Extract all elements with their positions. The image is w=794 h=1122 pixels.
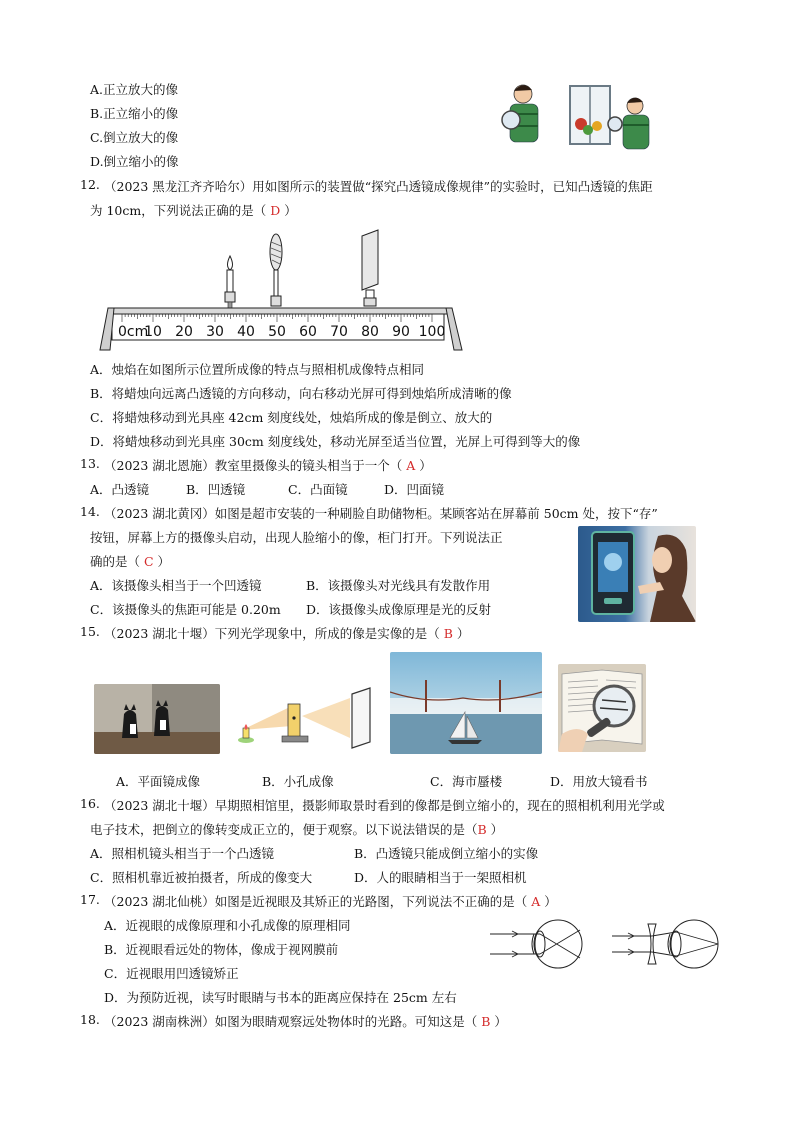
q12-stem-line2-pre: 为 10cm，下列说法正确的是（ xyxy=(90,203,271,218)
q14-answer: C xyxy=(143,554,154,569)
q14-stem-line3-post: ） xyxy=(153,554,171,569)
q13-stem-pre: （2023 湖北恩施）教室里摄像头的镜头相当于一个（ xyxy=(104,458,407,473)
q15-stem xyxy=(104,624,469,642)
myopia-eye-diagram xyxy=(490,918,600,970)
convex-lens-icon xyxy=(270,234,282,306)
ruler-tick-label: 30 xyxy=(206,324,224,340)
q13-option-d: D．凹面镜 xyxy=(384,482,445,497)
q12-stem-line2-post: ） xyxy=(280,203,297,218)
q15-option-c: C．海市蜃楼 xyxy=(430,774,503,789)
ruler-tick-label: 0cm xyxy=(118,324,149,340)
q16-option-b: B．凸透镜只能成倒立缩小的实像 xyxy=(354,846,539,861)
ruler-tick-label: 100 xyxy=(418,324,446,340)
q11-magnifier-illustration xyxy=(495,80,665,162)
ruler-tick-label: 10 xyxy=(144,324,162,340)
magnifier-book-photo xyxy=(558,664,646,752)
q14-option-c: C．该摄像头的焦距可能是 0.20m xyxy=(90,602,281,617)
q13-answer: A xyxy=(406,458,416,473)
q11-option-b: B.正立缩小的像 xyxy=(90,106,179,121)
ruler-tick-label: 60 xyxy=(299,324,317,340)
q17-option-c: C．近视眼用凹透镜矫正 xyxy=(104,966,239,981)
q18-number: 18. xyxy=(80,1012,100,1027)
q17-option-b: B．近视眼看远处的物体，像成于视网膜前 xyxy=(104,942,339,957)
q17-stem-pre: （2023 湖北仙桃）如图是近视眼及其矫正的光路图，下列说法不正确的是（ xyxy=(104,894,532,909)
q12-option-c: C．将蜡烛移动到光具座 42cm 刻度线处，烛焰所成的像是倒立、放大的 xyxy=(90,410,493,425)
ruler-tick-label: 70 xyxy=(330,324,348,340)
q15-option-a: A．平面镜成像 xyxy=(116,774,201,789)
q14-number: 14. xyxy=(80,504,100,519)
q18-answer: B xyxy=(481,1014,491,1029)
q16-option-d: D．人的眼睛相当于一架照相机 xyxy=(354,870,527,885)
q13-stem xyxy=(104,456,432,474)
q17-option-d: D．为预防近视，读写时眼睛与书本的距离应保持在 25cm 左右 xyxy=(104,990,457,1005)
ruler-tick-label: 50 xyxy=(268,324,286,340)
q16-answer: B xyxy=(477,822,487,837)
q13-stem-post: ） xyxy=(415,458,432,473)
q13-option-a: A．凸透镜 xyxy=(90,482,150,497)
q11-option-d: D.倒立缩小的像 xyxy=(90,154,179,169)
mirage-sailboat-photo xyxy=(390,652,542,754)
q17-option-a: A．近视眼的成像原理和小孔成像的原理相同 xyxy=(104,918,351,933)
q15-option-d: D．用放大镜看书 xyxy=(550,774,648,789)
mirror-cat-photo xyxy=(94,684,220,754)
q12-stem-line2 xyxy=(90,201,297,219)
q12-answer: D xyxy=(270,203,281,218)
corrected-myopia-eye-diagram xyxy=(612,918,726,970)
q11-option-a: A.正立放大的像 xyxy=(90,82,179,97)
q13-option-c: C．凸面镜 xyxy=(288,482,348,497)
q16-stem-line2-post: ） xyxy=(486,822,504,837)
q17-stem-post: ） xyxy=(540,894,557,909)
q14-stem-line2: 按钮，屏幕上方的摄像头启动，出现人脸缩小的像，柜门打开。下列说法正 xyxy=(90,530,503,545)
q16-stem-line2 xyxy=(90,820,503,838)
q14-option-b: B．该摄像头对光线具有发散作用 xyxy=(306,578,491,593)
q14-stem-line1: （2023 湖北黄冈）如图是超市安装的一种刷脸自助储物柜。某顾客站在屏幕前 50cm 处，按下“存” xyxy=(104,506,658,521)
q12-option-a: A．烛焰在如图所示位置所成像的特点与照相机成像特点相同 xyxy=(90,362,425,377)
optical-bench-diagram xyxy=(100,228,468,356)
q14-option-a: A．该摄像头相当于一个凹透镜 xyxy=(90,578,262,593)
q13-option-b: B．凹透镜 xyxy=(186,482,246,497)
ruler-tick-label: 20 xyxy=(175,324,193,340)
candle-icon xyxy=(225,256,235,308)
q12-option-b: B．将蜡烛向远离凸透镜的方向移动，向右移动光屏可得到烛焰所成清晰的像 xyxy=(90,386,512,401)
q16-option-c: C．照相机靠近被拍摄者，所成的像变大 xyxy=(90,870,313,885)
q14-option-d: D．该摄像头成像原理是光的反射 xyxy=(306,602,492,617)
q18-stem-pre: （2023 湖南株洲）如图为眼睛观察远处物体时的光路。可知这是（ xyxy=(104,1014,482,1029)
pinhole-imaging-diagram xyxy=(232,684,382,752)
q17-answer: A xyxy=(531,894,541,909)
light-screen-icon xyxy=(362,230,378,306)
q14-stem-line3-pre: 确的是（ xyxy=(90,554,144,569)
q14-stem-line3 xyxy=(90,552,170,570)
q15-stem-post: ） xyxy=(452,626,470,641)
q12-option-d: D．将蜡烛移动到光具座 30cm 刻度线处，移动光屏至适当位置，光屏上可得到等大的像 xyxy=(90,434,581,449)
q11-option-c: C.倒立放大的像 xyxy=(90,130,179,145)
q18-stem-post: ） xyxy=(490,1014,507,1029)
q16-stem-line1: （2023 湖北十堰）早期照相馆里，摄影师取景时看到的像都是倒立缩小的，现在的照相机利用光学或 xyxy=(104,798,665,813)
ruler-tick-label: 80 xyxy=(361,324,379,340)
q15-number: 15. xyxy=(80,624,100,639)
q15-option-b: B．小孔成像 xyxy=(262,774,334,789)
face-scan-locker-photo xyxy=(578,526,696,622)
q18-stem xyxy=(104,1012,507,1030)
q16-option-a: A．照相机镜头相当于一个凸透镜 xyxy=(90,846,275,861)
q17-stem xyxy=(104,892,557,910)
ruler-tick-label: 40 xyxy=(237,324,255,340)
ruler-tick-label: 90 xyxy=(392,324,410,340)
q16-number: 16. xyxy=(80,796,100,811)
q12-number: 12. xyxy=(80,177,100,192)
q15-answer: B xyxy=(443,626,453,641)
q17-number: 17. xyxy=(80,892,100,907)
q15-stem-pre: （2023 湖北十堰）下列光学现象中，所成的像是实像的是（ xyxy=(104,626,444,641)
q12-stem-line1: （2023 黑龙江齐齐哈尔）用如图所示的装置做“探究凸透镜成像规律”的实验时，已知凸透镜的焦距 xyxy=(104,179,653,194)
q16-stem-line2-pre: 电子技术，把倒立的像转变成正立的，便于观察。以下说法错误的是（ xyxy=(90,822,478,837)
q13-number: 13. xyxy=(80,456,100,471)
